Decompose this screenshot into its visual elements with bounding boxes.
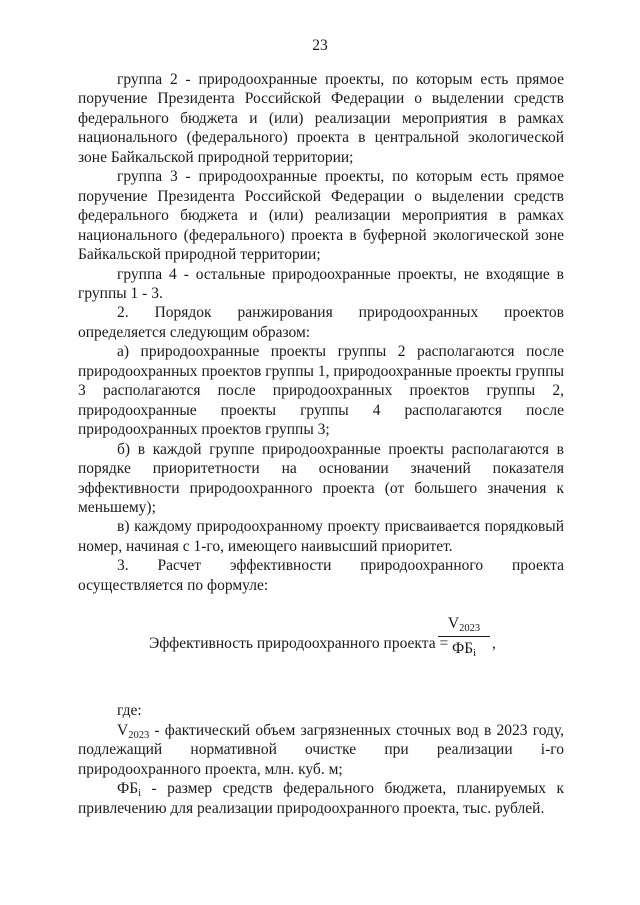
fraction-bar	[438, 636, 490, 637]
definitions-where: где:	[117, 702, 142, 720]
definition-fb-text: - размер средств федерального бюджета, планируемых к привлечению для реализации природоохранного проекта, тыс. рублей.	[78, 780, 564, 817]
document-body	[78, 70, 564, 818]
definition-v2023	[78, 721, 564, 779]
paragraph-ranking-c: в) каждому природоохранному проекту присваивается порядковый номер, начиная с 1-го, имеющего наивысший приоритет.	[78, 518, 564, 555]
formula-denominator: $ФБ_i$	[451, 640, 477, 660]
paragraph-efficiency-calc: 3. Расчет эффективности природоохранного проекта осуществляется по формуле:	[78, 557, 564, 594]
paragraph-ranking-a: а) природоохранные проекты группы 2 располагаются после природоохранных проектов группы 1, природоохранные проекты группы 3 располагаются после природоохранных проектов группы 2, природоохранные проекты группы 4 располагаются после природоохранных проектов группы 3;	[78, 343, 564, 439]
formula-numerator: $V_{2023}$	[447, 615, 481, 635]
definition-fbi	[78, 779, 564, 818]
paragraph-group-3: группа 3 - природоохранные проекты, по которым есть прямое поручение Президента Российской Федерации о выделении средств федерального бюджета и (или) реализации мероприятия в рамках национального (федерального) проекта в буферной экологической зоне Байкальской природной территории;	[78, 168, 564, 264]
paragraph-ranking-b: б) в каждой группе природоохранные проекты располагаются в порядке приоритетности на основании значений показателя эффективности природоохранного проекта (от большего значения к меньшему);	[78, 440, 564, 516]
efficiency-formula	[78, 611, 564, 681]
paragraph-group-2: группа 2 - природоохранные проекты, по которым есть прямое поручение Президента Российской Федерации о выделении средств федерального бюджета и (или) реализации мероприятия в рамках национального (федерального) проекта в центральной экологической зоне Байкальской природной территории;	[78, 71, 564, 166]
formula-fraction	[438, 615, 490, 658]
symbol-fb: ФБ	[117, 780, 139, 798]
paragraph-ranking-order: 2. Порядок ранжирования природоохранных проектов определяется следующим образом:	[78, 304, 564, 341]
page-number: 23	[312, 37, 328, 54]
formula-label: Эффективность природоохранного проекта =	[149, 635, 449, 653]
symbol-v-sub: 2023	[128, 729, 150, 741]
symbol-v: V	[117, 721, 129, 739]
formula-comma: ,	[492, 635, 496, 653]
paragraph-group-4: группа 4 - остальные природоохранные проекты, не входящие в группы 1 - 3.	[78, 265, 564, 302]
symbol-fb-sub: i	[138, 788, 142, 800]
definition-v-text: - фактический объем загрязненных сточных вод в 2023 году, подлежащий нормативной очистке при реализации i-го природоохранного проекта, млн. куб. м;	[78, 721, 564, 778]
